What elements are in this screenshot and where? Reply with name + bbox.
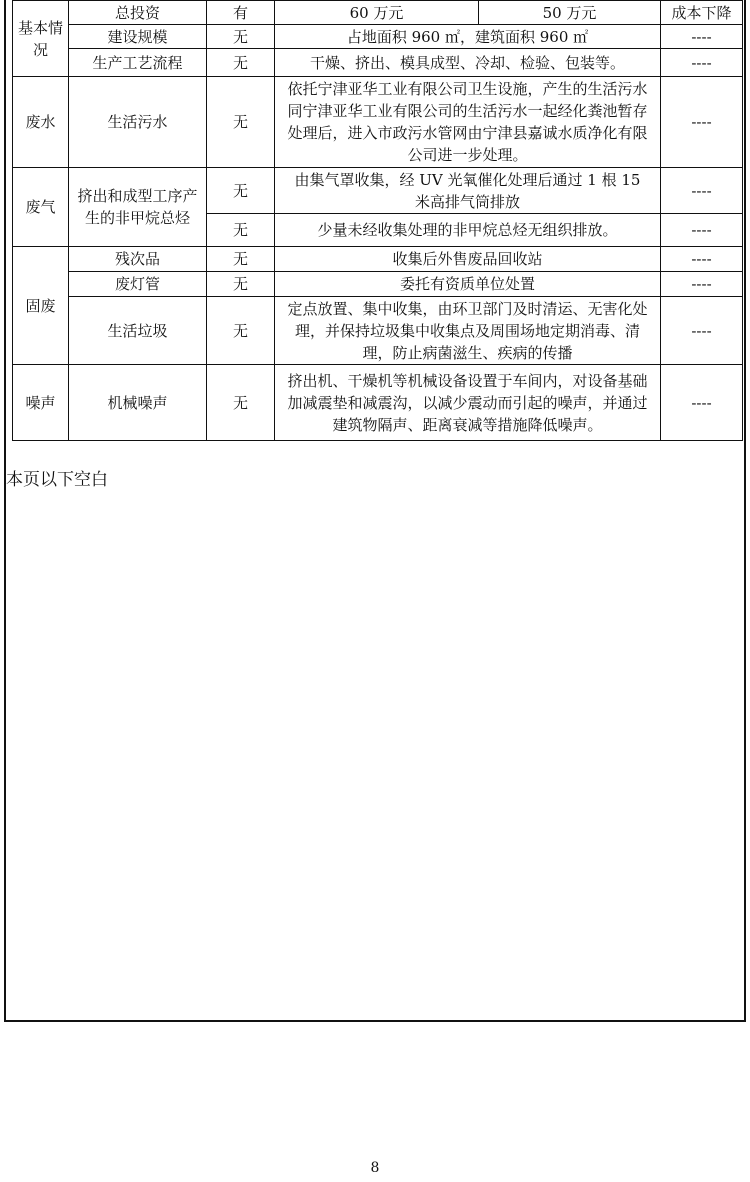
flag-cell: 无 — [207, 365, 275, 441]
value-a-cell: 60 万元 — [275, 1, 479, 25]
flag-cell: 无 — [207, 168, 275, 214]
table-row — [13, 297, 743, 365]
flag-cell: 无 — [207, 77, 275, 168]
flag-cell: 有 — [207, 1, 275, 25]
effect-cell: ---- — [661, 77, 743, 168]
table-row — [13, 168, 743, 214]
effect-cell: ---- — [661, 297, 743, 365]
item-cell: 残次品 — [69, 247, 207, 272]
flag-cell: 无 — [207, 25, 275, 49]
content-cell: 挤出机、干燥机等机械设备设置于车间内，对设备基础加减震垫和减震沟，以减少震动而引起的噪声，并通过建筑物隔声、距离衰减等措施降低噪声。 — [275, 365, 661, 441]
item-cell: 挤出和成型工序产生的非甲烷总烃 — [69, 168, 207, 247]
table-row — [13, 77, 743, 168]
item-cell: 建设规模 — [69, 25, 207, 49]
effect-cell: ---- — [661, 247, 743, 272]
content-cell: 收集后外售废品回收站 — [275, 247, 661, 272]
category-cell: 固废 — [13, 247, 69, 365]
effect-cell: ---- — [661, 25, 743, 49]
content-cell: 委托有资质单位处置 — [275, 272, 661, 297]
content-cell: 定点放置、集中收集，由环卫部门及时清运、无害化处理，并保持垃圾集中收集点及周围场地定期消毒、清理，防止病菌滋生、疾病的传播 — [275, 297, 661, 365]
flag-cell: 无 — [207, 272, 275, 297]
blank-page-note: 本页以下空白 — [6, 470, 108, 490]
flag-cell: 无 — [207, 297, 275, 365]
item-cell: 总投资 — [69, 1, 207, 25]
table-row — [13, 1, 743, 25]
item-cell: 生活污水 — [69, 77, 207, 168]
content-cell: 占地面积 960 ㎡，建筑面积 960 ㎡ — [275, 25, 661, 49]
category-cell: 噪声 — [13, 365, 69, 441]
effect-cell: ---- — [661, 272, 743, 297]
effect-cell: ---- — [661, 49, 743, 77]
effect-cell: ---- — [661, 365, 743, 441]
table-row — [13, 49, 743, 77]
category-cell: 废水 — [13, 77, 69, 168]
flag-cell: 无 — [207, 214, 275, 247]
content-cell: 干燥、挤出、模具成型、冷却、检验、包装等。 — [275, 49, 661, 77]
category-cell: 废气 — [13, 168, 69, 247]
value-b-cell: 50 万元 — [479, 1, 661, 25]
content-cell: 依托宁津亚华工业有限公司卫生设施，产生的生活污水同宁津亚华工业有限公司的生活污水一起经化粪池暂存处理后，进入市政污水管网由宁津县嘉诚水质净化有限公司进一步处理。 — [275, 77, 661, 168]
table-row — [13, 365, 743, 441]
item-cell: 生活垃圾 — [69, 297, 207, 365]
effect-cell: ---- — [661, 168, 743, 214]
content-cell: 少量未经收集处理的非甲烷总烃无组织排放。 — [275, 214, 661, 247]
item-cell: 废灯管 — [69, 272, 207, 297]
item-cell: 生产工艺流程 — [69, 49, 207, 77]
table-row — [13, 247, 743, 272]
page-number: 8 — [370, 1160, 380, 1176]
flag-cell: 无 — [207, 49, 275, 77]
change-comparison-table — [12, 0, 743, 441]
table-row — [13, 25, 743, 49]
effect-cell: 成本下降 — [661, 1, 743, 25]
flag-cell: 无 — [207, 247, 275, 272]
category-cell: 基本情况 — [13, 1, 69, 77]
content-cell: 由集气罩收集，经 UV 光氧催化处理后通过 1 根 15 米高排气筒排放 — [275, 168, 661, 214]
effect-cell: ---- — [661, 214, 743, 247]
table-row — [13, 272, 743, 297]
item-cell: 机械噪声 — [69, 365, 207, 441]
